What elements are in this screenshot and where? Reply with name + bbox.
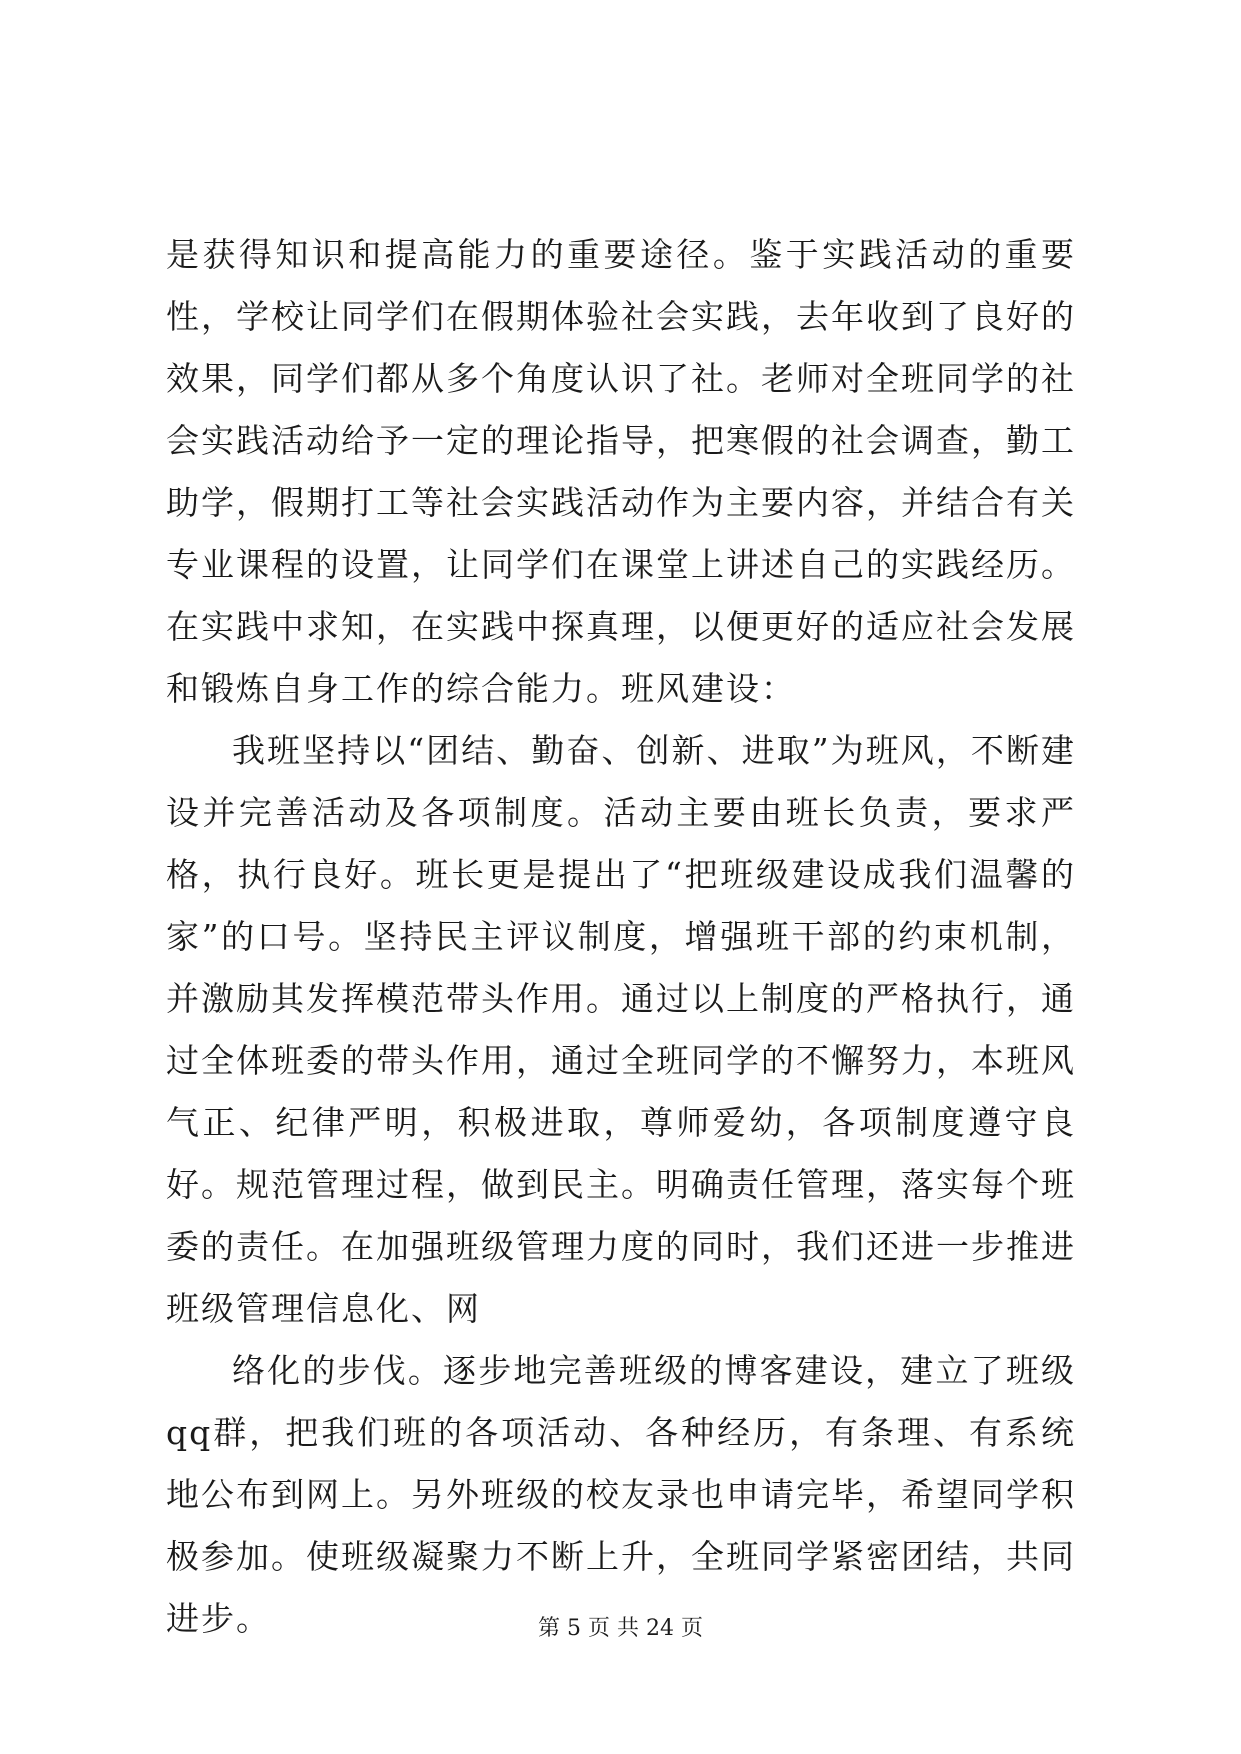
paragraph-class-network: 络化的步伐。逐步地完善班级的博客建设，建立了班级qq群，把我们班的各项活动、各种经历，有条理、有系统地公布到网上。另外班级的校友录也申请完毕，希望同学积极参加。使班级凝聚力不断上升，全班同学紧密团结，共同进步。 — [166, 1351, 1076, 1638]
paragraph-practice-activities: 是获得知识和提高能力的重要途径。鉴于实践活动的重要性，学校让同学们在假期体验社会实践，去年收到了良好的效果，同学们都从多个角度认识了社。老师对全班同学的社会实践活动给予一定的理论指导，把寒假的社会调查，勤工助学，假期打工等社会实践活动作为主要内容，并结合有关专业课程的设置，让同学们在课堂上讲述自己的实践经历。在实践中求知，在实践中探真理，以便更好的适应社会发展和锻炼自身工作的综合能力。班风建设： — [166, 235, 1076, 708]
paragraph-class-style: 我班坚持以“团结、勤奋、创新、进取”为班风，不断建设并完善活动及各项制度。活动主要由班长负责，要求严格，执行良好。班长更是提出了“把班级建设成我们温馨的家”的口号。坚持民主评议制度，增强班干部的约束机制，并激励其发挥模范带头作用。通过以上制度的严格执行，通过全体班委的带头作用，通过全班同学的不懈努力，本班风气正、纪律严明，积极进取，尊师爱幼，各项制度遵守良好。规范管理过程，做到民主。明确责任管理，落实每个班委的责任。在加强班级管理力度的同时，我们还进一步推进班级管理信息化、网 — [166, 731, 1076, 1328]
body-text — [166, 224, 1076, 1650]
page-number-footer: 第 5 页 共 24 页 — [538, 1616, 703, 1641]
